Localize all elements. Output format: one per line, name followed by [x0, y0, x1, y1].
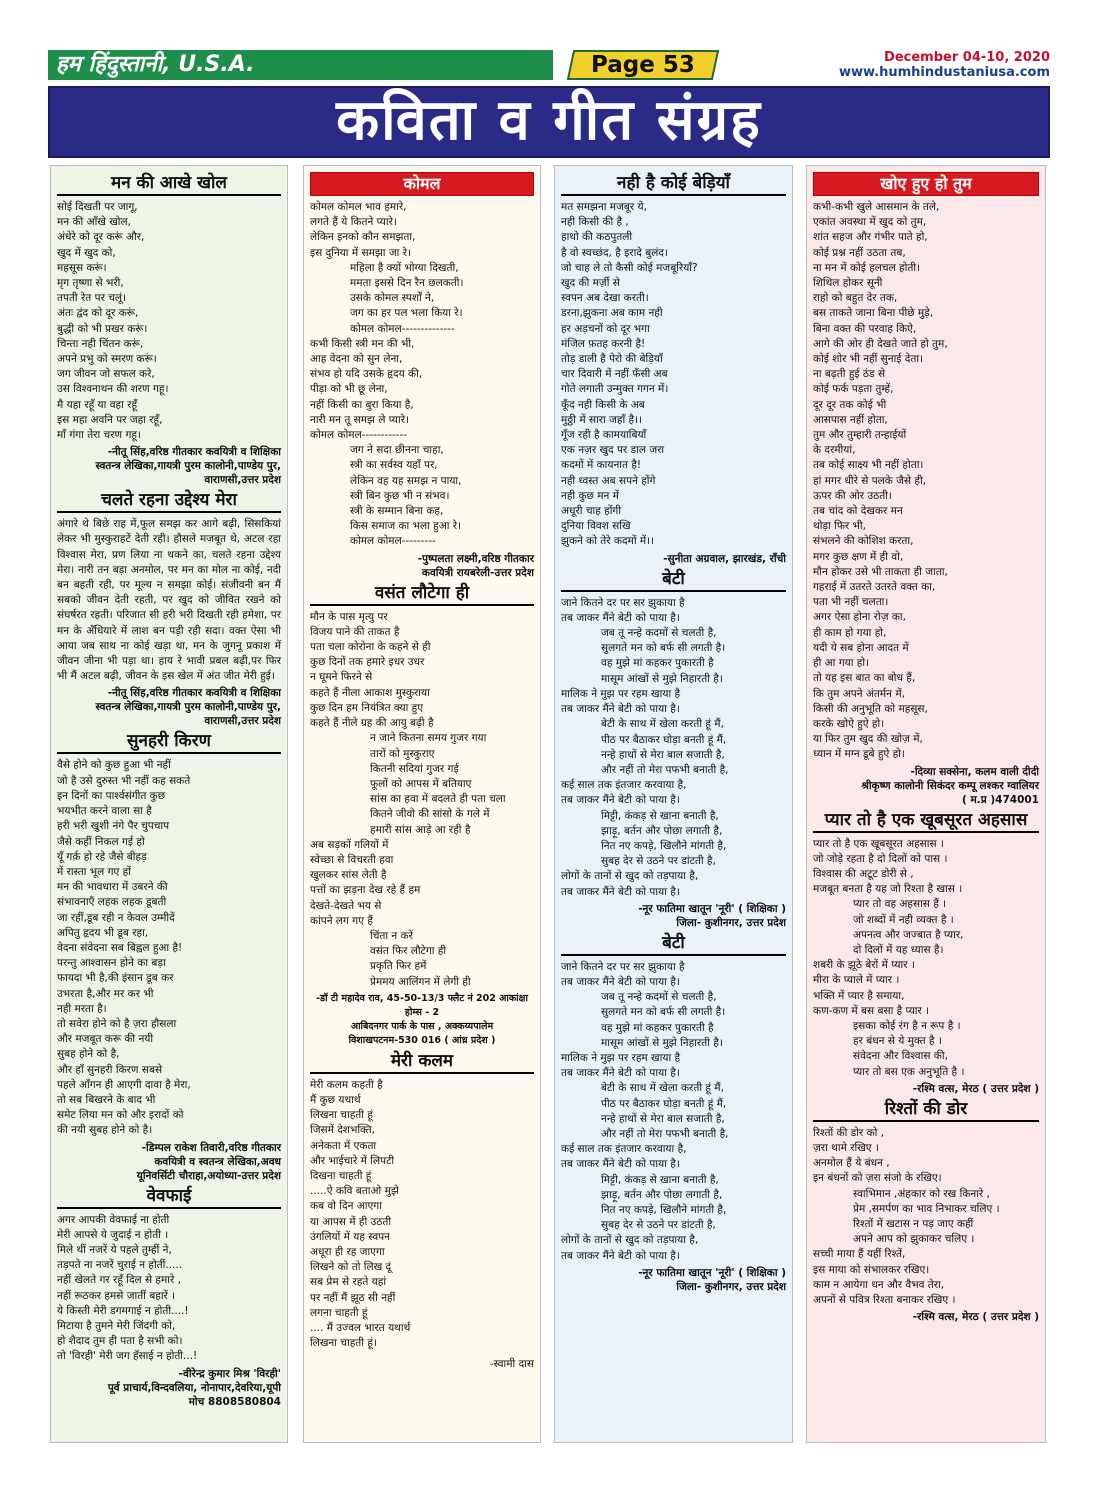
- poem-title: खोए हुए हो तुम: [813, 172, 1039, 196]
- poem-stanza: मौन के पास मृत्यु पर विजय पाने की ताकत है पता चला कोरोना के कहने से ही कुछ दिनों तक हमारे इधर उधर न घूमने फिरने से कहते हैं नीला आकाश मुस्कुराया कुछ दिन हम नियंत्रित क्या हुए कहते हैं नीले ग्रह की आयु बढ़ी है: [310, 610, 434, 730]
- section-title: कविता व गीत संग्रह: [336, 88, 762, 153]
- poem-stanza: जाने कितने दर पर सर झुकाया है तब जाकर मैंने बेटी को पाया है।: [561, 960, 685, 988]
- poem-stanza: न जाने कितना समय गुजर गया तारों को मुस्कुराए कितनी सदियां गुजर गई फूलों को आपस में बतियाए सांस का हवा में बदलते ही पता चला कितने जीवो की सांसो के गले में हमारी सांस आड़े आ रही है: [370, 732, 506, 836]
- poem-title: वेवफाई: [57, 1185, 281, 1209]
- masthead: [48, 50, 1050, 82]
- poem-stanza: जाने कितने दर पर सर झुकाया है तब जाकर मैंने बेटी को पाया है।: [561, 596, 685, 624]
- poem-title: बेटी: [561, 568, 786, 592]
- column-2: [303, 165, 541, 1443]
- poem-stanza: कभी किसी स्त्री मन की भी, आह वेदना को सुन लेना, संभव हो यदि उसके हृदय की, पीड़ा को भी छू लेना, नहीं किसी का बुरा किया है, नारी मन तू समझ ले प्यारे। कोमल कोमल------------: [310, 337, 423, 442]
- poem-stanza: सच्ची माया हैं यहीं रिश्तें, इस माया को संभालकर रखिए। काम न आयेगा धन और वैभव तेरा, अपनों से पवित्र रिश्ता बनाकर रखिए ।: [813, 1248, 956, 1306]
- dateline: [839, 50, 1050, 80]
- poem-stanza: प्यार तो है एक खूबसूरत अहसास । जो जोड़े रहता है दो दिलों को पास । विश्वास की अटूट डोरी से , मजबूत बनता है यह जो रिश्ता है खास ।: [813, 837, 963, 896]
- website-link[interactable]: www.humhindustaniusa.com: [838, 65, 1050, 80]
- poem-author: -स्वामी दास: [489, 1358, 534, 1371]
- poem-author: -नूर फातिमा खातून 'नूरी' ( शिक्षिका ) जिला- कुशीनगर, उत्तर प्रदेश: [638, 1266, 786, 1293]
- column-4: [806, 165, 1046, 1443]
- poem-title: नही है कोई बेड़ियाँ: [561, 172, 786, 196]
- poem-body: सोई दिखती पर जागू, मन की आँखे खोल, अंधेरे को दूर करूं और, खुद में खुद को, महसूस करूं। मृग तृष्णा से भरी, तपती रेत पर चलूं। अंतः द्वंद को दूर करूं, बुद्धी को भी प्रखर करूं। चिन्ता नही चिंतन करूं, अपने प्रभु को स्मरण करूं। जग जीवन जो सफल करे, उस विश्वनाथन की शरण गहू। मै यहा रहूँ या वहा रहूँ इस महा अवनि पर जहा रहूँ, माँ गंगा तेरा चरण गहू।: [57, 201, 169, 442]
- poem-stanza: बेटी के साथ में खेला करती हूं मैं, पीठ पर बैठाकर घोड़ा बनती हूं मैं, नन्हे हाथों से मेरा बाल सजाती है, और नहीं तो मेरा पफभी बनाती है,: [601, 718, 729, 776]
- poem-author: -रश्मि वत्स, मेरठ ( उत्तर प्रदेश ): [912, 1311, 1039, 1324]
- section-banner: [48, 86, 1050, 158]
- poem-body: वैसे होने को कुछ हुआ भी नहीं जो है उसे दुरुस्त भी नहीं कह सकते इन दिनों का पार्श्वसंगीत कुछ भयभीत करने वाला सा है हरी भरी खुशी नंगे पैर चुपचाप जैसे कहीं निकल गई हो यूँ गर्क़ हो रहे जैसे बीहड़ में रास्ता भूल गए हों मन की भावधारा में उबरने की संभावनाएँ लहक लहक डूबती जा रहीं,डूब रही न केवल उम्मीदें अपितु हृदय भी डूब रहा, वेदना संवेदना सब बिह्वल हुआ है! परन्तु आश्वासन होने का बड़ा फायदा भी है,की इंसान डूब कर उभरता है,और मर कर भी नही मरता है। तो सवेरा होने को है ज़रा हौसला और मजबूत करू की नयी सुबह होने को है, और हाँ सुनहरी किरण सबसे पहले आँगन ही आएगी दावा है मेरा, तो सब बिखरने के बाद भी समेट लिया मन को और इरादों को की नयी सुबह होने को है।: [57, 759, 191, 1137]
- column-1: [50, 165, 288, 1443]
- poem-author: -नीतू सिंह,वरिष्ठ गीतकार कवयित्री व शिक्षिका स्वतन्त्र लेखिका,गायत्री पुरम कालोनी,पाण्डेय पुर, वाराणसी,उत्तर प्रदेश: [95, 446, 281, 487]
- poem-title: बेटी: [561, 932, 786, 956]
- poem-author: -डिम्पल राकेश तिवारी,वरिष्ठ गीतकार कवयित्री व स्वतन्त्र लेखिका,अवध यूनिवर्सिटी चौराहा,अयोध्या-उत्तर प्रदेश: [136, 1141, 281, 1182]
- poem-title: कोमल: [310, 172, 534, 196]
- page-number-badge: [567, 50, 719, 80]
- page-number-text: Page 53: [591, 52, 695, 78]
- poem-stanza: इसका कोई रंग है न रूप है । हर बंधन से ये मुक्त है । संवेदना और विश्वास की, प्यार तो बस एक अनुभूति है ।: [853, 1019, 965, 1078]
- poem-author: -रश्मि वत्स, मेरठ ( उत्तर प्रदेश ): [912, 1082, 1039, 1095]
- poem-body: मत समझना मजबूर ये, नही किसी की है , हाथो की कठपुतली है वो स्वच्छंद, है इरादे बुलंद। जो चाह ले तो कैसी कोई मजबूरियाँ? खुद की मर्ज़ी से स्वपन अब देखा करती। डरना,झुकना अब काम नही हर अड़चनों को दूर भगा मंजिल फ़तह करनी है! तोड़ डाली है पेरो की बेड़ियाँ चार दिवारी में नहीं फँसी अब गोते लगाती उन्मुक्त गगन में। कूँद नही किसी के अब मुठ्ठी में सारा जहाँ है।। गूँज रही है कामयाबियाँ एक नज़र खुद पर डाल जरा कदमों में कायनात है! नही ध्वस्त अब सपने होंगे नही कुछ मन में अधूरी चाह होंगी दुनिया विवश सखि झुकने को तेरे कदमों में।।: [561, 201, 698, 548]
- poem-author: -वीरेन्द्र कुमार मिश्र 'विरही' पूर्व प्राचार्य,विन्दवलिया, नोनापार,देवरिया,यूपी मोच 8808580804: [107, 1367, 281, 1408]
- poem-stanza: शबरी के झूठे बेरों में प्यार । मीरा के प्याले में प्यार । भक्ति में प्यार है समाया, कण-कण में बस बसा है प्यार ।: [813, 959, 930, 1017]
- poem-author: -नूर फातिमा खातून 'नूरी' ( शिक्षिका ) जिला- कुशीनगर, उत्तर प्रदेश: [638, 902, 786, 929]
- poem-stanza: मिट्टी, कंकड़ से खाना बनाती है, झाड़ू, बर्तन और पोछा लगाती है, नित नए कपड़े, खिलौने मांगती है, सुबह देर से उठने पर डांटती है,: [601, 1173, 727, 1232]
- issue-date: December 04-10, 2020: [884, 50, 1050, 65]
- poem-stanza: लोगों के तानों से खुद को तड़पाया है, तब जाकर मैंने बेटी को पाया है।: [561, 1234, 699, 1262]
- poem-title: मन की आखे खोल: [57, 172, 281, 196]
- poem-stanza: जग ने सदा छीनना चाहा, स्त्री का सर्वस्व यहाँ पर, लेकिन वह यह समझ न पाया, स्त्री बिन कुछ भी न संभव। स्त्री के सम्मान बिना कह, किस समाज का भला हुआ रे। कोमल कोमल---------: [350, 444, 462, 548]
- poem-title: चलते रहना उद्देश्य मेरा: [57, 489, 281, 513]
- poem-stanza: लोगों के तानों से खुद को तड़पाया है, तब जाकर मैंने बेटी को पाया है।: [561, 870, 699, 898]
- newspaper-brand: हम हिंदुस्तानी, U.S.A.: [48, 50, 553, 80]
- poem-title: वसंत लौटेगा ही: [310, 582, 534, 606]
- poem-stanza: बेटी के साथ में खेला करती हूं मैं, पीठ पर बैठाकर घोड़ा बनती हूं मैं, नन्हे हाथों से मेरा बाल सजाती है, और नहीं तो मेरा पफभी बनाती है,: [601, 1082, 729, 1140]
- poem-body: मेरी कलम कहती है मैं कुछ यथार्थ लिखना चाहती हूं जिसमें देशभक्ति, अनेकता में एकता और भाईचारे में लिपटी दिखना चाहती हूं .....ऐ कवि बताओ मुझे कब वो दिन आएगा या आपस में ही उठती उंगलियों में यह स्वपन अधूरा ही रह जाएगा लिखने को तो लिख दूं सब प्रेम से रहते यहां पर नहीं मैं झूठ सी नहीं लगना चाहती हूं .... मैं उज्वल भारत यथार्थ लिखना चाहती हूं।: [310, 1078, 411, 1350]
- poem-title: मेरी कलम: [310, 1050, 534, 1074]
- poem-author: -सुनीता अग्रवाल, झारखंड, राँची: [663, 552, 786, 565]
- poem-stanza: मालिक ने मुझ पर रहम खाया है तब जाकर मैंने बेटी को पाया है।: [561, 1051, 681, 1080]
- poem-stanza: अब सड़कों गलियों में स्वेच्छा से विचरती हवा खुलकर सांस लेती है पत्तों का झड़ना देख रहे हैं हम देखते-देखते भय से कांपने लग गए हैं: [310, 838, 421, 927]
- poem-stanza: महिला है क्यों भोग्या दिखती, ममता इससे दिन रैन छलकती। उसके कोमल स्पर्शों ने, जग का हर पल भला किया रे। कोमल कोमल--------------: [350, 261, 464, 335]
- poem-stanza: स्वाभिमान ,अंहकार को रख किनारे , प्रेम ,समर्पण का भाव निभाकर चलिए । रिश्तों में खटास न पड़ जाए कहीं अपने आप को झुकाकर चलिए ।: [853, 1187, 1000, 1246]
- poem-title: प्यार तो है एक खूबसूरत अहसास: [813, 809, 1039, 833]
- poem-stanza: चिंता न करें वसंत फिर लौटेगा ही प्रकृति फिर हमें प्रेममय आलिंगन में लेगी ही: [370, 929, 471, 988]
- poem-body: अगर आपकी वेवफाई ना होती मेरी आपसे ये जुदाई न होती । मिले थीं नजरें ये पहले तुम्हीं ने, तड़पते ना नजरें चुराई न होतीं..... नहीं खेलते गर रहूँ दिल से हमारे , नहीं रूठकर हमसे जातीं बहारें । ये किस्ती मेरी डगमगाई न होती....! मिटाया है तुमने मेरी जिंदगी को, हो शैदाद तुम ही पता है सभी को। तो 'विरही' मेरी जग हँसाई न होती...!: [57, 1213, 198, 1363]
- poem-stanza: जब तू नन्हे कदमों से चलती है, सुलगते मन को बर्फ सी लगती है। वह मुझे मां कहकर पुकारती है मासूम आंखों से मुझे निहारती है।: [601, 991, 726, 1049]
- poem-stanza: कोमल कोमल भाव हमारे, लगते हैं ये कितने प्यारे। लेकिन इनको कौन समझता, इस दुनिया में समझा जा रे।: [310, 201, 416, 259]
- poem-stanza: जब तू नन्हे कदमों से चलती है, सुलगते मन को बर्फ सी लगती है। वह मुझे मां कहकर पुकारती है मासूम आंखों से मुझे निहारती है।: [601, 627, 726, 685]
- poem-stanza: प्यार तो वह अहसास हैं । जो शब्दों में नही व्यक्त है । अपनत्व और जज्बात है प्यार, दो दिलों में यह ध्यास है।: [853, 898, 964, 956]
- poem-stanza: रिश्तों की डोर को , ज़रा थामे रखिए । अनमोल हैं ये बंधन , इन बंधनों को ज़रा संजो के रखिए।: [813, 1126, 942, 1185]
- poem-body: कभी-कभी खुले आसमान के तले, एकांत अवस्था में खुद को तुम, शांत सहज और गंभीर पाते हो, कोई प्रश्न नहीं उठता तब, ना मन में कोई हलचल होती। शिथिल होकर सूनी राहो को बहुत देर तक, बस ताकते जाना बिना पीछे मुड़े, बिना वक्त की परवाह किऐ, आगे की ओर ही देखते जाते हो तुम, कोई शोर भी नहीं सुनाई देता। ना बढ़ती हुई ठंड से कोई फर्क पड़ता तुम्हें, दूर दूर तक कोई भी आसपास नहीं होता, तुम और तुम्हारी तन्हाईयों के दरमीयां, तब कोई साक्ष्य भी नहीं होता। हां मगर धीरे से पलके जैसे ही, ऊपर की ओर उठती। तब चांद को देखकर मन थोड़ा फिर भी, संभलने की कोशिश करता, मगर कुछ क्षण में ही वो, मौन होकर उसे भी ताकता ही जाता, गहराई में उतरते उतरते वक्त का, पता भी नहीं चलता। अगर ऐसा होना रोज़ का, ही काम हो गया हो, यदी ये सब होना आदत में ही आ गया हो। तो यह इस बात का बोध हैं, कि तुम अपने अंतर्मन में, किसी की अनुभूति को महसूस, करके खोऐ हुऐ हो। या फिर तुम खुद की खोज़ में, ध्यान में मग्न डूबे हुऐ हो।: [813, 201, 948, 761]
- poem-stanza: मालिक ने मुझ पर रहम खाया है तब जाकर मैंने बेटी को पाया है।: [561, 687, 681, 716]
- poem-body: अंगारे थे बिछे राह में,फूल समझ कर आगे बढ़ी, सिसकियां लेकर भी मुस्कुराहटें देती रही। हौसले मजबूत थे, अटल रहा विश्वास मेरा, प्रण लिया ना थकने का, चलते रहना उद्देश्य मेरा। नारी तन बड़ा अनमोल, पर मन का मोल ना कोई, नदी बन बहती रही, पर मूल्य न समझा कोई। संजीवनी बन मैं सबको जीवन देती रहती, पर खुद को जीवित रखने को संघर्षरत रहती। परिजात सी हरी भरी दिखती रही हमेशा, पर मन के अँधियारे में लाश बन पड़ी रही सदा। वक्त ऐसा भी आया जब साथ ना कोई खड़ा था, मन के जुगनू प्रकाश में जीवन जीना भी पड़ा था। हाय रे भावी प्रबल बढ़ी,पर फिर भी मैं अटल बढ़ी, जीवन के इस खेल में अंत जीत मेरी हुई।: [57, 518, 281, 683]
- column-3: [554, 165, 793, 1443]
- poem-title: सुनहरी किरण: [57, 730, 281, 754]
- poem-author: -नीतू सिंह,वरिष्ठ गीतकार कवयित्री व शिक्षिका स्वतन्त्र लेखिका,गायत्री पुरम कालोनी,पाण्डेय पुर, वाराणसी,उत्तर प्रदेश: [95, 687, 281, 728]
- poem-stanza: कई साल तक इंतजार करवाया है, तब जाकर मैंने बेटी को पाया है।: [561, 1143, 687, 1171]
- poem-stanza: मिट्टी, कंकड़ से खाना बनाती है, झाड़ू, बर्तन और पोछा लगाती है, नित नए कपड़े, खिलौने मांगती है, सुबह देर से उठने पर डांटती है,: [601, 809, 727, 868]
- poem-author: -पुष्पलता लक्ष्मी,वरिष्ठ गीतकार कवयित्री रायबरेली-उत्तर प्रदेश: [417, 552, 534, 579]
- poem-author: -डॉ टी महादेव राव, 45-50-13/3 फ्लैट नं 202 आकांक्षा होम्स - 2 आबिदनगर पार्क के पास , अक्कय्यपालेम विशाखपटनम-530 016 ( आंध्र प्रदेश ): [316, 992, 528, 1046]
- poem-author: -दिव्या सक्सेना, कलम वाली दीदी श्रीकृष्ण कालोनी सिकंदर कम्पू लश्कर ग्वालियर ( म.प्र )474001: [861, 765, 1039, 806]
- poem-title: रिश्तों की डोर: [813, 1098, 1039, 1122]
- poem-stanza: कई साल तक इंतजार करवाया है, तब जाकर मैंने बेटी को पाया है।: [561, 779, 687, 807]
